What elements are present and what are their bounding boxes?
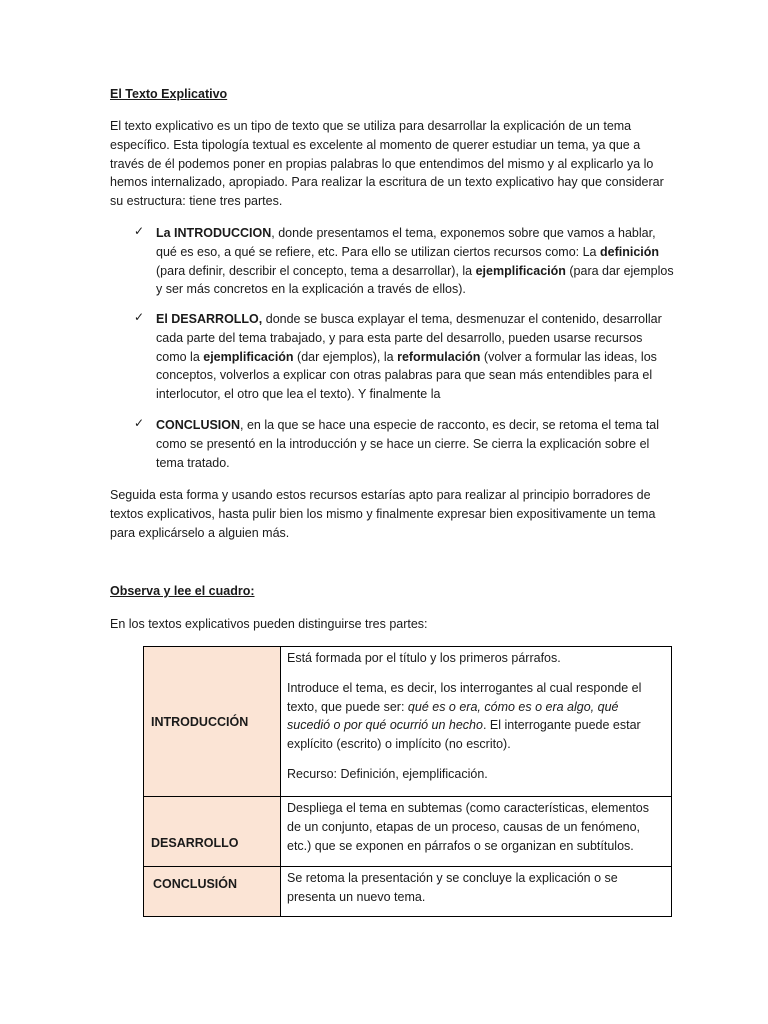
bullet-desarrollo-text (156, 310, 674, 404)
checkmark-icon: ✓ (134, 224, 145, 238)
closing-paragraph: Seguida esta forma y usando estos recursos estarías apto para realizar al principio borradores de textos explicativos, hasta pulir bien los mismo y finalmente expresar bien expositivamente un tema para explicárselo a alguien más. (110, 488, 656, 540)
bullet-text: , donde presentamos el tema, exponemos sobre que vamos a hablar, qué es eso, a qué se refiere, etc. Para ello se utilizan ciertos recursos como: La (156, 226, 656, 259)
checkmark-icon: ✓ (134, 310, 145, 324)
bullet-text: (volver a formular las ideas, los conceptos, volverlos a explicar con otras palabras para que sean más entendibles para el interlocutor, el otro que lea el texto). Y finalmente la (156, 349, 657, 402)
bullet-text: donde se busca explayar el tema, desmenuzar el contenido, desarrollar cada parte del tema trabajado, y para esta parte del desarrollo, pueden usarse recursos como la (156, 312, 662, 364)
conclusion-text: Se retoma la presentación y se concluye la explicación o se presenta un nuevo tema. (287, 871, 618, 904)
bullet-text: , en la que se hace una especie de racconto, es decir, se retoma el tema tal como se presentó en la introducción y se hace un cierre. Se cierra la explicación sobre el tema tratado. (156, 418, 660, 470)
intro-paragraph: El texto explicativo es un tipo de texto que se utiliza para desarrollar la explicación de un tema específico. Esta tipología textual es excelente al momento de querer estudiar un tema, ya que a través de él podemos poner en propias palabras lo que entendimos del mismo y al explicarlo ya lo hemos internalizado, apropiado. Para realizar la escritura de un texto explicativo hay que considerar su estructura: tiene tres partes. (110, 119, 664, 209)
bullet-conclusion-text (156, 416, 674, 472)
introduccion-p2-b: . El interrogante puede estar explícito (escrito) o implícito (no escrito). (287, 718, 641, 752)
checkmark-icon: ✓ (134, 416, 145, 430)
desarrollo-label: DESARROLLO (151, 835, 239, 850)
conclusion-desc-cell (281, 867, 672, 917)
bullet-bold: ejemplificación (475, 263, 566, 278)
introduccion-p2-a: Introduce el tema, es decir, los interrogantes al cual responde el texto, que puede ser: (287, 680, 642, 714)
bullet-bold: reformulación (397, 349, 481, 364)
bullet-bold: definición (599, 244, 660, 259)
introduccion-desc-cell (281, 647, 672, 797)
bullet-bold: ejemplificación (203, 349, 294, 364)
document-title: El Texto Explicativo (110, 87, 228, 101)
section2-title: Observa y lee el cuadro: (110, 584, 255, 598)
conclusion-label: CONCLUSIÓN (153, 877, 238, 891)
bullet-text: (para dar ejemplos y ser más concretos en la explicación a través de ellos). (156, 263, 674, 297)
bullet-lead: CONCLUSION (156, 418, 241, 432)
parts-table (143, 646, 672, 917)
bullet-text: (dar ejemplos), la (293, 349, 398, 364)
section2-intro: En los textos explicativos pueden distinguirse tres partes: (110, 617, 428, 631)
table-row (144, 647, 672, 797)
introduccion-p1: Está formada por el título y los primeros párrafos. (287, 651, 561, 665)
bullet-desarrollo (134, 310, 674, 404)
bullet-introduccion-text (156, 224, 674, 299)
bullet-conclusion (134, 416, 674, 472)
bullet-text: (para definir, describir el concepto, tema a desarrollar), la (156, 263, 476, 278)
desarrollo-text: Despliega el tema en subtemas (como características, elementos de un conjunto, etapas de un proceso, causas de un fenómeno, etc.) que se exponen en párrafos o se organizan en subtítulos. (287, 801, 649, 853)
introduccion-p2-em: qué es o era, cómo es o era algo, qué sucedió o por qué ocurrió un hecho (287, 699, 619, 733)
introduccion-label: INTRODUCCIÓN (151, 714, 249, 729)
conclusion-label-cell (144, 867, 281, 917)
desarrollo-desc-cell (281, 797, 672, 867)
introduccion-p2 (287, 679, 665, 754)
table-row (144, 797, 672, 867)
desarrollo-label-cell (144, 797, 281, 867)
bullet-lead: La INTRODUCCION (156, 226, 272, 240)
bullet-lead: El DESARROLLO, (156, 312, 263, 326)
bullet-introduccion (134, 224, 674, 299)
introduccion-label-cell (144, 647, 281, 797)
introduccion-p3: Recurso: Definición, ejemplificación. (287, 766, 488, 781)
table-row (144, 867, 672, 917)
